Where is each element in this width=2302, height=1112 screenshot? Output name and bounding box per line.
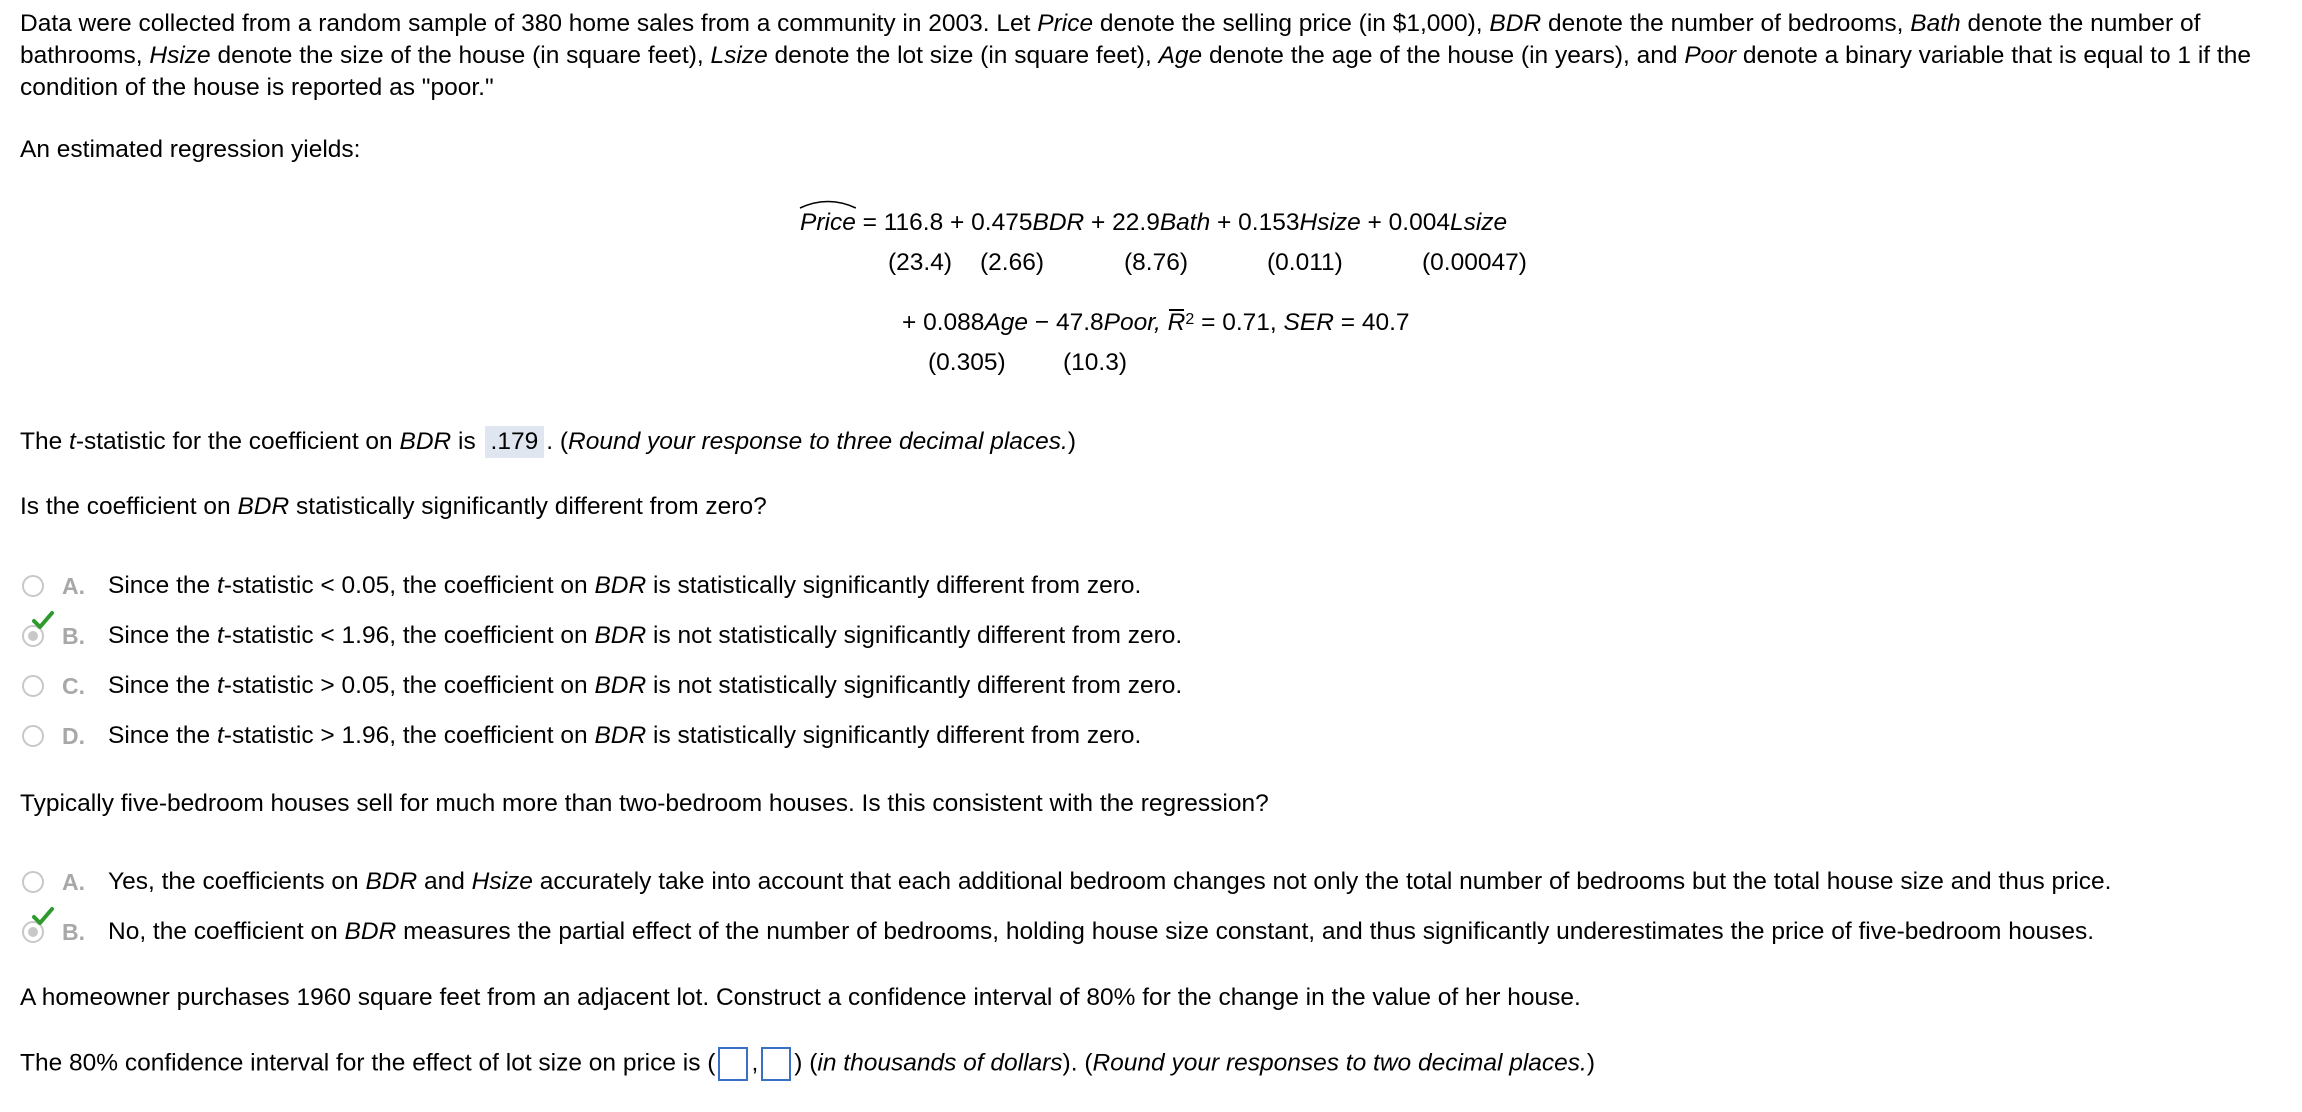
- var-bdr: BDR: [344, 918, 397, 945]
- q1-text: is: [451, 428, 483, 455]
- t-symbol: t: [216, 722, 224, 749]
- radio-button[interactable]: [22, 575, 44, 597]
- ser-value: = 40.7: [1333, 309, 1410, 336]
- q4-question: A homeowner purchases 1960 square feet from an adjacent lot. Construct a confidence interval of 80% for the change in the value of her house.: [20, 984, 1581, 1011]
- eq-term: + 0.153: [1210, 209, 1300, 236]
- q4-text: ,: [751, 1049, 759, 1077]
- q4-text: ): [1586, 1049, 1595, 1077]
- q4-text: ) (: [794, 1049, 818, 1077]
- intro-text: denote a binary variable that is equal to 1 if the condition of the house is reported as "poor.": [20, 42, 2251, 101]
- opt-text: accurately take into account that each additional bedroom changes not only the total number of bedrooms but the total house size and thus price.: [532, 868, 2112, 895]
- q1-tstat-statement: [20, 426, 1076, 458]
- se-lsize: (0.00047): [1422, 249, 1527, 276]
- opt-text: Since the: [108, 722, 217, 749]
- eq-var-hsize: Hsize: [1299, 209, 1361, 236]
- q1-text: ): [1067, 428, 1076, 455]
- t-symbol: t: [216, 622, 224, 649]
- ser-symbol: SER: [1283, 309, 1334, 336]
- opt-text: -statistic > 0.05, the coefficient on: [223, 672, 595, 699]
- option-letter: C.: [62, 673, 85, 699]
- option-text: [108, 916, 2094, 948]
- eq-var-lsize: Lsize: [1449, 209, 1508, 236]
- var-bdr: BDR: [594, 672, 647, 699]
- var-hsize: Hsize: [149, 42, 211, 69]
- option-letter: D.: [62, 723, 85, 749]
- q2-option-d[interactable]: [22, 720, 1141, 752]
- eq-var-age: Age: [984, 309, 1029, 336]
- var-lsize: Lsize: [710, 42, 768, 69]
- var-bdr: BDR: [399, 428, 452, 455]
- option-letter: B.: [62, 919, 85, 945]
- q3-option-a[interactable]: [22, 866, 2111, 898]
- opt-text: -statistic < 0.05, the coefficient on: [223, 572, 595, 599]
- regression-intro: An estimated regression yields:: [20, 136, 361, 163]
- r-exponent: 2: [1185, 311, 1195, 328]
- option-letter: A.: [62, 869, 85, 895]
- q3-option-b[interactable]: [22, 916, 2094, 948]
- var-bdr: BDR: [365, 868, 418, 895]
- r-bar-squared: [1168, 307, 1186, 339]
- price-hat: [800, 207, 856, 239]
- eq-term: + 22.9: [1084, 209, 1160, 236]
- radio-button[interactable]: [22, 675, 44, 697]
- q3-question: Typically five-bedroom houses sell for much more than two-bedroom houses. Is this consistent with the regression?: [20, 790, 1269, 817]
- opt-text: -statistic > 1.96, the coefficient on: [223, 722, 595, 749]
- var-hsize: Hsize: [471, 868, 533, 895]
- correct-check-icon: [32, 906, 54, 928]
- opt-text: Since the: [108, 572, 217, 599]
- equation-lhs: Price: [800, 209, 856, 236]
- q2-text: statistically significantly different from zero?: [289, 493, 767, 520]
- opt-text: -statistic < 1.96, the coefficient on: [223, 622, 595, 649]
- q4-text: ). (: [1062, 1049, 1093, 1077]
- opt-text: Yes, the coefficients on: [108, 868, 366, 895]
- intro-paragraph: [20, 8, 2290, 104]
- intro-text: Data were collected from a random sample of 380 home sales from a community in 2003. Let: [20, 10, 1038, 37]
- var-bdr: BDR: [237, 493, 290, 520]
- q1-instruction: Round your response to three decimal places.: [568, 428, 1068, 455]
- q1-text: . (: [546, 428, 569, 455]
- var-bdr: BDR: [1489, 10, 1542, 37]
- radio-button[interactable]: [22, 871, 44, 893]
- se-poor: (10.3): [1063, 349, 1128, 376]
- q2-option-a[interactable]: [22, 570, 1141, 602]
- option-text: [108, 620, 1182, 652]
- se-age: (0.305): [928, 349, 1006, 376]
- se-intercept: (23.4): [888, 249, 953, 276]
- var-bdr: BDR: [594, 622, 647, 649]
- opt-text: is statistically significantly different from zero.: [646, 722, 1142, 749]
- option-text: [108, 670, 1182, 702]
- opt-text: and: [417, 868, 472, 895]
- opt-text: is not statistically significantly different from zero.: [646, 672, 1183, 699]
- q4-instruction: Round your responses to two decimal places.: [1092, 1049, 1587, 1077]
- tstat-answer[interactable]: .179: [485, 426, 545, 458]
- intro-text: denote the size of the house (in square feet),: [210, 42, 711, 69]
- se-bath: (8.76): [1124, 249, 1189, 276]
- opt-text: is not statistically significantly different from zero.: [646, 622, 1183, 649]
- t-symbol: t: [216, 572, 224, 599]
- t-symbol: t: [69, 428, 76, 455]
- var-bdr: BDR: [594, 722, 647, 749]
- var-age: Age: [1158, 42, 1203, 69]
- t-symbol: t: [216, 672, 224, 699]
- opt-text: measures the partial effect of the number of bedrooms, holding house size constant, and thus significantly underestimates the price of five-bedroom houses.: [396, 918, 2095, 945]
- regression-equation-line1: [800, 207, 1507, 239]
- option-letter: B.: [62, 623, 85, 649]
- problem-intro: [20, 8, 2290, 104]
- eq-term: = 116.8 + 0.475: [855, 209, 1033, 236]
- q2-option-c[interactable]: [22, 670, 1182, 702]
- option-text: [108, 570, 1141, 602]
- bar-icon: [1169, 309, 1185, 311]
- option-text: [108, 720, 1141, 752]
- eq-var-bdr: BDR: [1032, 209, 1085, 236]
- r-value: = 0.71,: [1194, 309, 1284, 336]
- opt-text: is statistically significantly different from zero.: [646, 572, 1142, 599]
- opt-text: Since the: [108, 672, 217, 699]
- eq-var-poor: Poor,: [1103, 309, 1161, 336]
- intro-text: denote the selling price (in $1,000),: [1093, 10, 1490, 37]
- var-price: Price: [1037, 10, 1094, 37]
- option-text: [108, 866, 2111, 898]
- q4-text: The 80% confidence interval for the effect of lot size on price is (: [20, 1049, 716, 1077]
- intro-text: denote the lot size (in square feet),: [767, 42, 1159, 69]
- var-bath: Bath: [1910, 10, 1961, 37]
- option-letter: A.: [62, 573, 85, 599]
- q2-option-b[interactable]: [22, 620, 1182, 652]
- se-bdr: (2.66): [980, 249, 1045, 276]
- intro-text: denote the age of the house (in years), and: [1202, 42, 1685, 69]
- q1-text: -statistic for the coefficient on: [75, 428, 400, 455]
- eq-var-bath: Bath: [1159, 209, 1211, 236]
- q2-text: Is the coefficient on: [20, 493, 238, 520]
- eq-term: − 47.8: [1028, 309, 1104, 336]
- se-hsize: (0.011): [1267, 249, 1343, 276]
- eq-term: + 0.088: [902, 309, 985, 336]
- ci-lower-input[interactable]: [718, 1047, 748, 1081]
- r-symbol: R: [1167, 309, 1186, 336]
- var-bdr: BDR: [594, 572, 647, 599]
- correct-check-icon: [32, 610, 54, 632]
- radio-button[interactable]: [22, 725, 44, 747]
- opt-text: No, the coefficient on: [108, 918, 345, 945]
- q4-interval-statement: [20, 1047, 1595, 1081]
- regression-equation-line2: [902, 307, 1410, 342]
- intro-text: denote the number of bathrooms,: [20, 10, 2201, 69]
- q2-question: [20, 491, 767, 523]
- var-poor: Poor: [1684, 42, 1737, 69]
- hat-icon: [800, 197, 856, 209]
- q4-units: in thousands of dollars: [817, 1049, 1063, 1077]
- ci-upper-input[interactable]: [761, 1047, 791, 1081]
- intro-text: denote the number of bedrooms,: [1541, 10, 1911, 37]
- opt-text: Since the: [108, 622, 217, 649]
- q1-text: The: [20, 428, 70, 455]
- eq-term: + 0.004: [1360, 209, 1450, 236]
